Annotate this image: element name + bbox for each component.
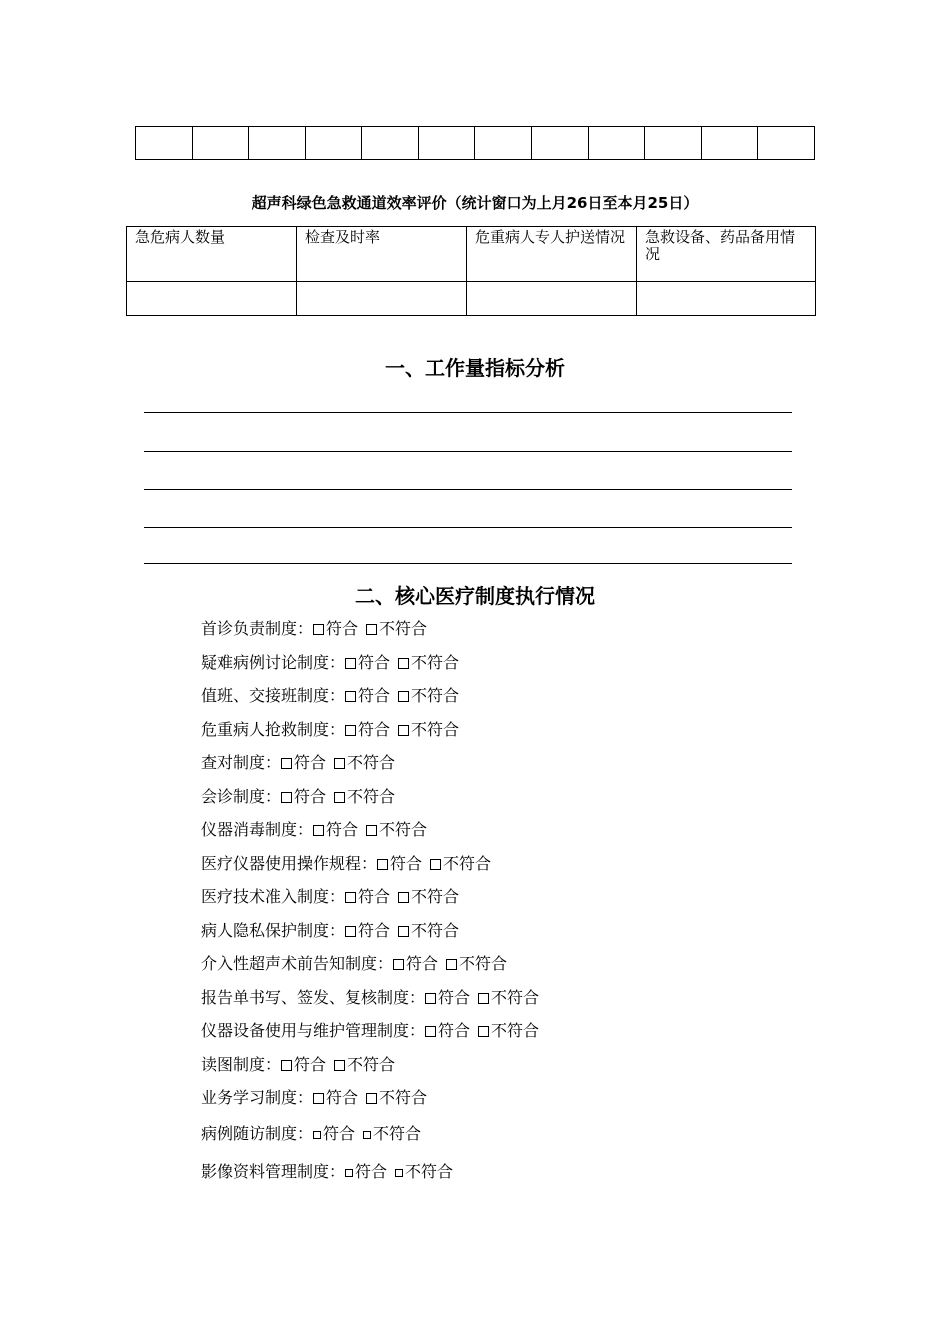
option-compliant[interactable] <box>345 1162 387 1181</box>
option-noncompliant[interactable] <box>334 787 395 806</box>
option-noncompliant-label: 不符合 <box>379 820 428 839</box>
checkbox-icon[interactable] <box>398 926 409 937</box>
option-compliant-label: 符合 <box>358 887 391 906</box>
option-noncompliant[interactable] <box>398 921 459 940</box>
option-noncompliant[interactable] <box>398 686 459 705</box>
option-noncompliant-label: 不符合 <box>491 987 540 1007</box>
checklist-item-label: 医疗技术准入制度： <box>201 887 346 906</box>
checklist-item <box>201 1115 539 1153</box>
checklist-item-label: 报告单书写、签发、复核制度： <box>201 987 426 1007</box>
header-exam-timeliness-rate: 检查及时率 <box>297 227 467 282</box>
checklist-item-label: 病例随访制度： <box>201 1123 314 1143</box>
option-noncompliant-label: 不符合 <box>347 786 396 806</box>
option-compliant-label: 符合 <box>358 719 391 739</box>
option-noncompliant[interactable] <box>398 653 459 672</box>
checklist-item <box>201 1081 539 1115</box>
top-grid-row <box>136 127 815 160</box>
option-noncompliant[interactable] <box>446 954 507 973</box>
checkbox-icon[interactable] <box>345 1169 353 1177</box>
option-compliant[interactable] <box>313 1124 355 1143</box>
option-noncompliant-label: 不符合 <box>411 920 460 940</box>
checkbox-icon[interactable] <box>313 624 324 635</box>
option-compliant-label: 符合 <box>294 753 327 772</box>
checklist-item <box>201 1048 539 1082</box>
checkbox-icon[interactable] <box>334 792 345 803</box>
header-emergency-patient-count: 急危病人数量 <box>127 227 297 282</box>
checklist-item-label: 首诊负责制度： <box>201 619 314 638</box>
option-noncompliant-label: 不符合 <box>443 853 492 873</box>
checklist-item <box>201 646 539 680</box>
checklist-item-label: 会诊制度： <box>201 786 282 806</box>
efficiency-table <box>126 226 816 316</box>
checklist-item <box>201 813 539 847</box>
checkbox-icon[interactable] <box>345 892 356 903</box>
header-critical-patient-escort: 危重病人专人护送情况 <box>467 227 637 282</box>
checklist-item <box>201 780 539 814</box>
option-noncompliant[interactable] <box>478 988 539 1007</box>
blank-line[interactable] <box>144 563 792 564</box>
grid-cell <box>758 127 815 160</box>
option-noncompliant[interactable] <box>334 753 395 772</box>
grid-cell <box>305 127 362 160</box>
option-compliant-label: 符合 <box>390 853 423 873</box>
checklist-item <box>201 981 539 1015</box>
checklist-item-label: 值班、交接班制度： <box>201 686 346 705</box>
option-noncompliant-label: 不符合 <box>411 686 460 705</box>
grid-cell <box>645 127 702 160</box>
option-compliant-label: 符合 <box>294 786 327 806</box>
option-compliant-label: 符合 <box>326 1088 359 1107</box>
grid-cell <box>249 127 306 160</box>
table-cell[interactable] <box>127 282 297 316</box>
option-noncompliant[interactable] <box>363 1124 421 1143</box>
checklist-item <box>201 612 539 646</box>
option-compliant-label: 符合 <box>406 954 439 973</box>
option-noncompliant[interactable] <box>398 887 459 906</box>
checkbox-icon[interactable] <box>395 1169 403 1177</box>
header-emergency-equipment-readiness: 急救设备、药品备用情况 <box>637 227 816 282</box>
option-compliant[interactable] <box>345 686 390 705</box>
option-compliant[interactable] <box>313 1088 358 1107</box>
checkbox-icon[interactable] <box>334 1060 345 1071</box>
option-compliant[interactable] <box>345 720 390 739</box>
blank-line[interactable] <box>144 451 792 452</box>
option-compliant-label: 符合 <box>438 987 471 1007</box>
blank-line[interactable] <box>144 527 792 528</box>
grid-cell <box>475 127 532 160</box>
checkbox-icon[interactable] <box>398 725 409 736</box>
checkbox-icon[interactable] <box>446 959 457 970</box>
checkbox-icon[interactable] <box>393 959 404 970</box>
option-compliant[interactable] <box>345 653 390 672</box>
core-system-checklist <box>201 612 539 1191</box>
grid-cell <box>136 127 193 160</box>
grid-cell <box>362 127 419 160</box>
checkbox-icon[interactable] <box>425 993 436 1004</box>
checkbox-icon[interactable] <box>398 691 409 702</box>
grid-cell <box>588 127 645 160</box>
checklist-item <box>201 847 539 881</box>
checklist-item <box>201 947 539 981</box>
checklist-item <box>201 679 539 713</box>
checklist-item-label: 读图制度： <box>201 1054 282 1074</box>
checkbox-icon[interactable] <box>366 825 377 836</box>
top-blank-grid <box>135 126 815 160</box>
checklist-item-label: 疑难病例讨论制度： <box>201 652 346 672</box>
checkbox-icon[interactable] <box>478 1026 489 1037</box>
checklist-item-label: 查对制度： <box>201 753 282 772</box>
option-noncompliant-label: 不符合 <box>347 753 396 772</box>
checklist-item-label: 病人隐私保护制度： <box>201 920 346 940</box>
checkbox-icon[interactable] <box>345 658 356 669</box>
option-compliant[interactable] <box>377 854 422 873</box>
option-compliant[interactable] <box>281 787 326 806</box>
option-compliant-label: 符合 <box>358 686 391 705</box>
checklist-item-label: 医疗仪器使用操作规程： <box>201 853 378 873</box>
option-compliant[interactable] <box>425 988 470 1007</box>
checkbox-icon[interactable] <box>281 1060 292 1071</box>
grid-cell <box>701 127 758 160</box>
table-cell[interactable] <box>467 282 637 316</box>
checkbox-icon[interactable] <box>281 758 292 769</box>
option-compliant-label: 符合 <box>326 820 359 839</box>
table-cell[interactable] <box>637 282 816 316</box>
checklist-item-label: 介入性超声术前告知制度： <box>201 954 394 973</box>
blank-line[interactable] <box>144 412 792 413</box>
checkbox-icon[interactable] <box>366 624 377 635</box>
option-compliant[interactable] <box>393 954 438 973</box>
option-compliant-label: 符合 <box>326 619 359 638</box>
section-title-core-systems: 二、核心医疗制度执行情况 <box>355 584 595 608</box>
grid-cell <box>418 127 475 160</box>
checkbox-icon[interactable] <box>363 1131 371 1139</box>
checklist-item <box>201 1014 539 1048</box>
checklist-item-label: 仪器设备使用与维护管理制度： <box>201 1021 426 1040</box>
checklist-item <box>201 713 539 747</box>
option-compliant[interactable] <box>281 1055 326 1074</box>
option-compliant[interactable] <box>313 619 358 638</box>
table-row <box>127 282 816 316</box>
option-noncompliant[interactable] <box>395 1162 453 1181</box>
option-compliant[interactable] <box>425 1021 470 1040</box>
checklist-item <box>201 914 539 948</box>
option-compliant[interactable] <box>345 887 390 906</box>
checklist-item <box>201 880 539 914</box>
checkbox-icon[interactable] <box>425 1026 436 1037</box>
option-noncompliant[interactable] <box>398 720 459 739</box>
option-noncompliant-label: 不符合 <box>411 652 460 672</box>
checkbox-icon[interactable] <box>345 725 356 736</box>
option-noncompliant-label: 不符合 <box>373 1123 422 1143</box>
option-noncompliant-label: 不符合 <box>405 1161 454 1181</box>
option-noncompliant-label: 不符合 <box>379 1088 428 1107</box>
checkbox-icon[interactable] <box>313 1093 324 1104</box>
option-noncompliant-label: 不符合 <box>459 954 508 973</box>
checkbox-icon[interactable] <box>366 1093 377 1104</box>
grid-cell <box>192 127 249 160</box>
option-compliant[interactable] <box>281 753 326 772</box>
table-cell[interactable] <box>297 282 467 316</box>
option-compliant-label: 符合 <box>294 1054 327 1074</box>
option-noncompliant-label: 不符合 <box>411 887 460 906</box>
option-noncompliant[interactable] <box>334 1055 395 1074</box>
checklist-item-label: 危重病人抢救制度： <box>201 719 346 739</box>
option-noncompliant-label: 不符合 <box>491 1021 540 1040</box>
blank-line[interactable] <box>144 489 792 490</box>
option-noncompliant-label: 不符合 <box>347 1054 396 1074</box>
checkbox-icon[interactable] <box>430 859 441 870</box>
checkbox-icon[interactable] <box>398 892 409 903</box>
checkbox-icon[interactable] <box>478 993 489 1004</box>
checklist-item <box>201 746 539 780</box>
option-compliant[interactable] <box>313 820 358 839</box>
checklist-item <box>201 1153 539 1191</box>
checkbox-icon[interactable] <box>281 792 292 803</box>
checkbox-icon[interactable] <box>313 825 324 836</box>
option-noncompliant[interactable] <box>430 854 491 873</box>
section-title-workload: 一、工作量指标分析 <box>385 356 565 380</box>
table-caption: 超声科绿色急救通道效率评价（统计窗口为上月26日至本月25日） <box>251 194 699 212</box>
option-noncompliant-label: 不符合 <box>411 719 460 739</box>
checkbox-icon[interactable] <box>345 691 356 702</box>
option-compliant-label: 符合 <box>438 1021 471 1040</box>
checkbox-icon[interactable] <box>398 658 409 669</box>
checkbox-icon[interactable] <box>334 758 345 769</box>
option-noncompliant[interactable] <box>478 1021 539 1040</box>
checkbox-icon[interactable] <box>313 1131 321 1139</box>
option-compliant-label: 符合 <box>323 1123 356 1143</box>
option-noncompliant[interactable] <box>366 820 427 839</box>
checkbox-icon[interactable] <box>377 859 388 870</box>
grid-cell <box>532 127 589 160</box>
checklist-item-label: 仪器消毒制度： <box>201 820 314 839</box>
option-compliant-label: 符合 <box>355 1161 388 1181</box>
option-compliant-label: 符合 <box>358 920 391 940</box>
option-noncompliant[interactable] <box>366 619 427 638</box>
option-compliant[interactable] <box>345 921 390 940</box>
option-noncompliant-label: 不符合 <box>379 619 428 638</box>
table-header-row <box>127 227 816 282</box>
checkbox-icon[interactable] <box>345 926 356 937</box>
option-compliant-label: 符合 <box>358 652 391 672</box>
checklist-item-label: 影像资料管理制度： <box>201 1161 346 1181</box>
checklist-item-label: 业务学习制度： <box>201 1088 314 1107</box>
option-noncompliant[interactable] <box>366 1088 427 1107</box>
